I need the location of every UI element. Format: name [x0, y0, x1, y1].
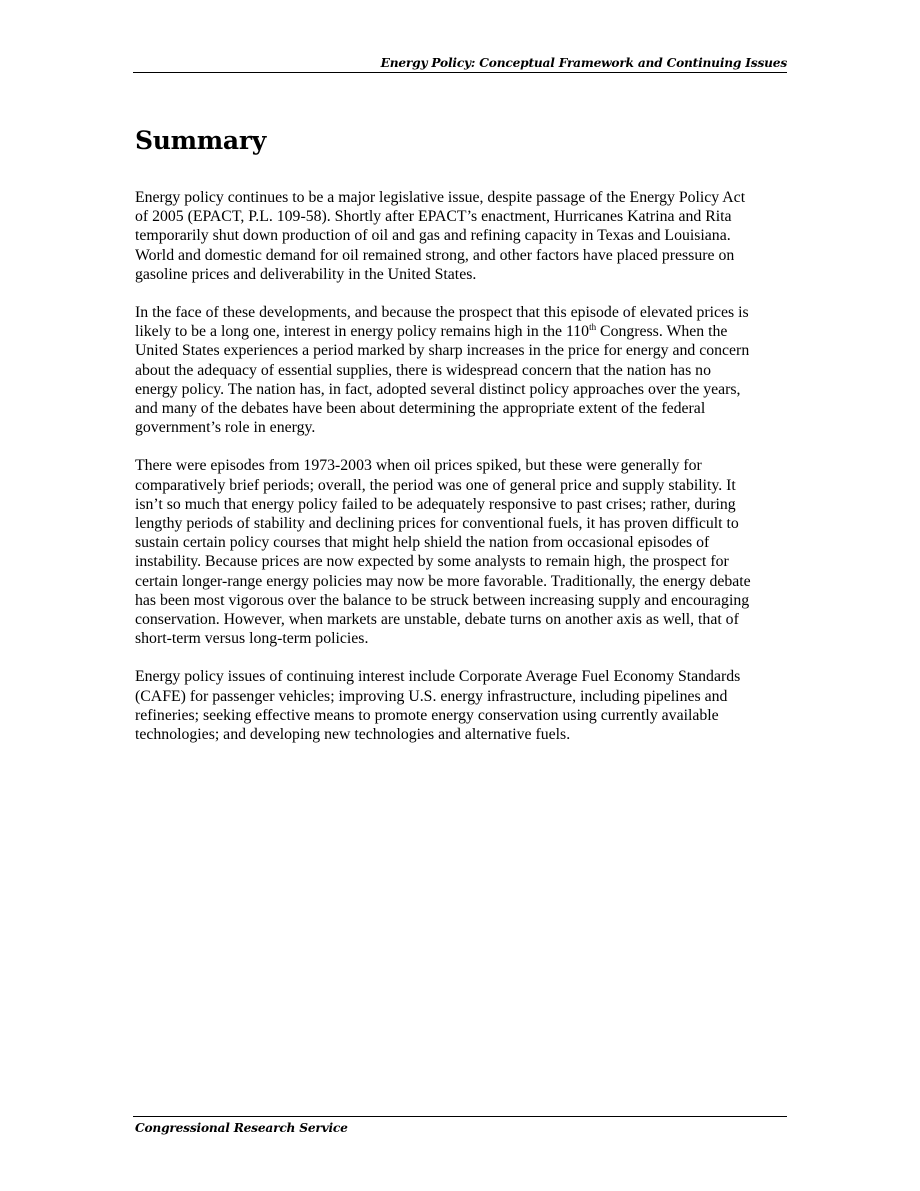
text-before-superscript: likely to be a long one, interest in energy policy remains high in the 110 [135, 323, 590, 341]
paragraph-line: In the face of these developments, and because the prospect that this episode of elevated prices is [135, 304, 749, 322]
paragraph-line: comparatively brief periods; overall, the period was one of general price and supply stability. It [135, 476, 736, 494]
paragraph-line: energy policy. The nation has, in fact, adopted several distinct policy approaches over the years, [135, 380, 741, 398]
summary-paragraph-1 [135, 188, 785, 284]
summary-paragraph-3 [135, 456, 785, 648]
paragraph-line: World and domestic demand for oil remained strong, and other factors have placed pressure on [135, 246, 735, 264]
paragraph-line: technologies; and developing new technologies and alternative fuels. [135, 726, 571, 744]
paragraph-line: Energy policy issues of continuing interest include Corporate Average Fuel Economy Standards [135, 668, 741, 686]
summary-paragraph-2 [135, 303, 785, 437]
paragraph-line: Energy policy continues to be a major legislative issue, despite passage of the Energy Policy Act [135, 189, 746, 206]
paragraph-line: and many of the debates have been about determining the appropriate extent of the federal [135, 400, 706, 418]
paragraph-line: of 2005 (EPACT, P.L. 109-58). Shortly after EPACT’s enactment, Hurricanes Katrina and Rita [135, 208, 732, 226]
section-title: Summary [135, 126, 266, 155]
paragraph-line: There were episodes from 1973-2003 when oil prices spiked, but these were generally for [135, 457, 702, 475]
paragraph-line: gasoline prices and deliverability in the United States. [135, 265, 477, 283]
ordinal-superscript: th [589, 322, 597, 333]
paragraph-line: refineries; seeking effective means to promote energy conservation using currently available [135, 706, 719, 724]
running-footer: Congressional Research Service [135, 1121, 348, 1135]
paragraph-line: sustain certain policy courses that might help shield the nation from occasional episodes of [135, 534, 710, 552]
paragraph-line: short-term versus long-term policies. [135, 630, 369, 648]
running-header: Energy Policy: Conceptual Framework and Continuing Issues [380, 56, 787, 70]
paragraph-line: temporarily shut down production of oil and gas and refining capacity in Texas and Louisiana. [135, 227, 731, 245]
paragraph-line: about the adequacy of essential supplies, there is widespread concern that the nation has no [135, 361, 711, 379]
text-after-superscript: Congress. When the [596, 323, 728, 341]
paragraph-line: United States experiences a period marked by sharp increases in the price for energy and concern [135, 342, 750, 360]
paragraph-line: lengthy periods of stability and declining prices for conventional fuels, it has proven difficult to [135, 515, 739, 533]
footer-rule [133, 1116, 787, 1117]
paragraph-line: (CAFE) for passenger vehicles; improving U.S. energy infrastructure, including pipelines and [135, 687, 728, 705]
paragraph-line: government’s role in energy. [135, 419, 316, 437]
paragraph-line: isn’t so much that energy policy failed to be adequately responsive to past crises; rather, during [135, 495, 736, 513]
summary-paragraph-4 [135, 667, 785, 744]
paragraph-line: instability. Because prices are now expected by some analysts to remain high, the prospect for [135, 553, 729, 571]
paragraph-line: conservation. However, when markets are unstable, debate turns on another axis as well, that of [135, 611, 739, 629]
header-rule [133, 72, 787, 73]
paragraph-line-with-superscript [135, 322, 785, 341]
paragraph-line: has been most vigorous over the balance to be struck between increasing supply and encouraging [135, 591, 750, 609]
summary-section [135, 120, 785, 763]
paragraph-line: certain longer-range energy policies may now be more favorable. Traditionally, the energy debate [135, 572, 751, 590]
